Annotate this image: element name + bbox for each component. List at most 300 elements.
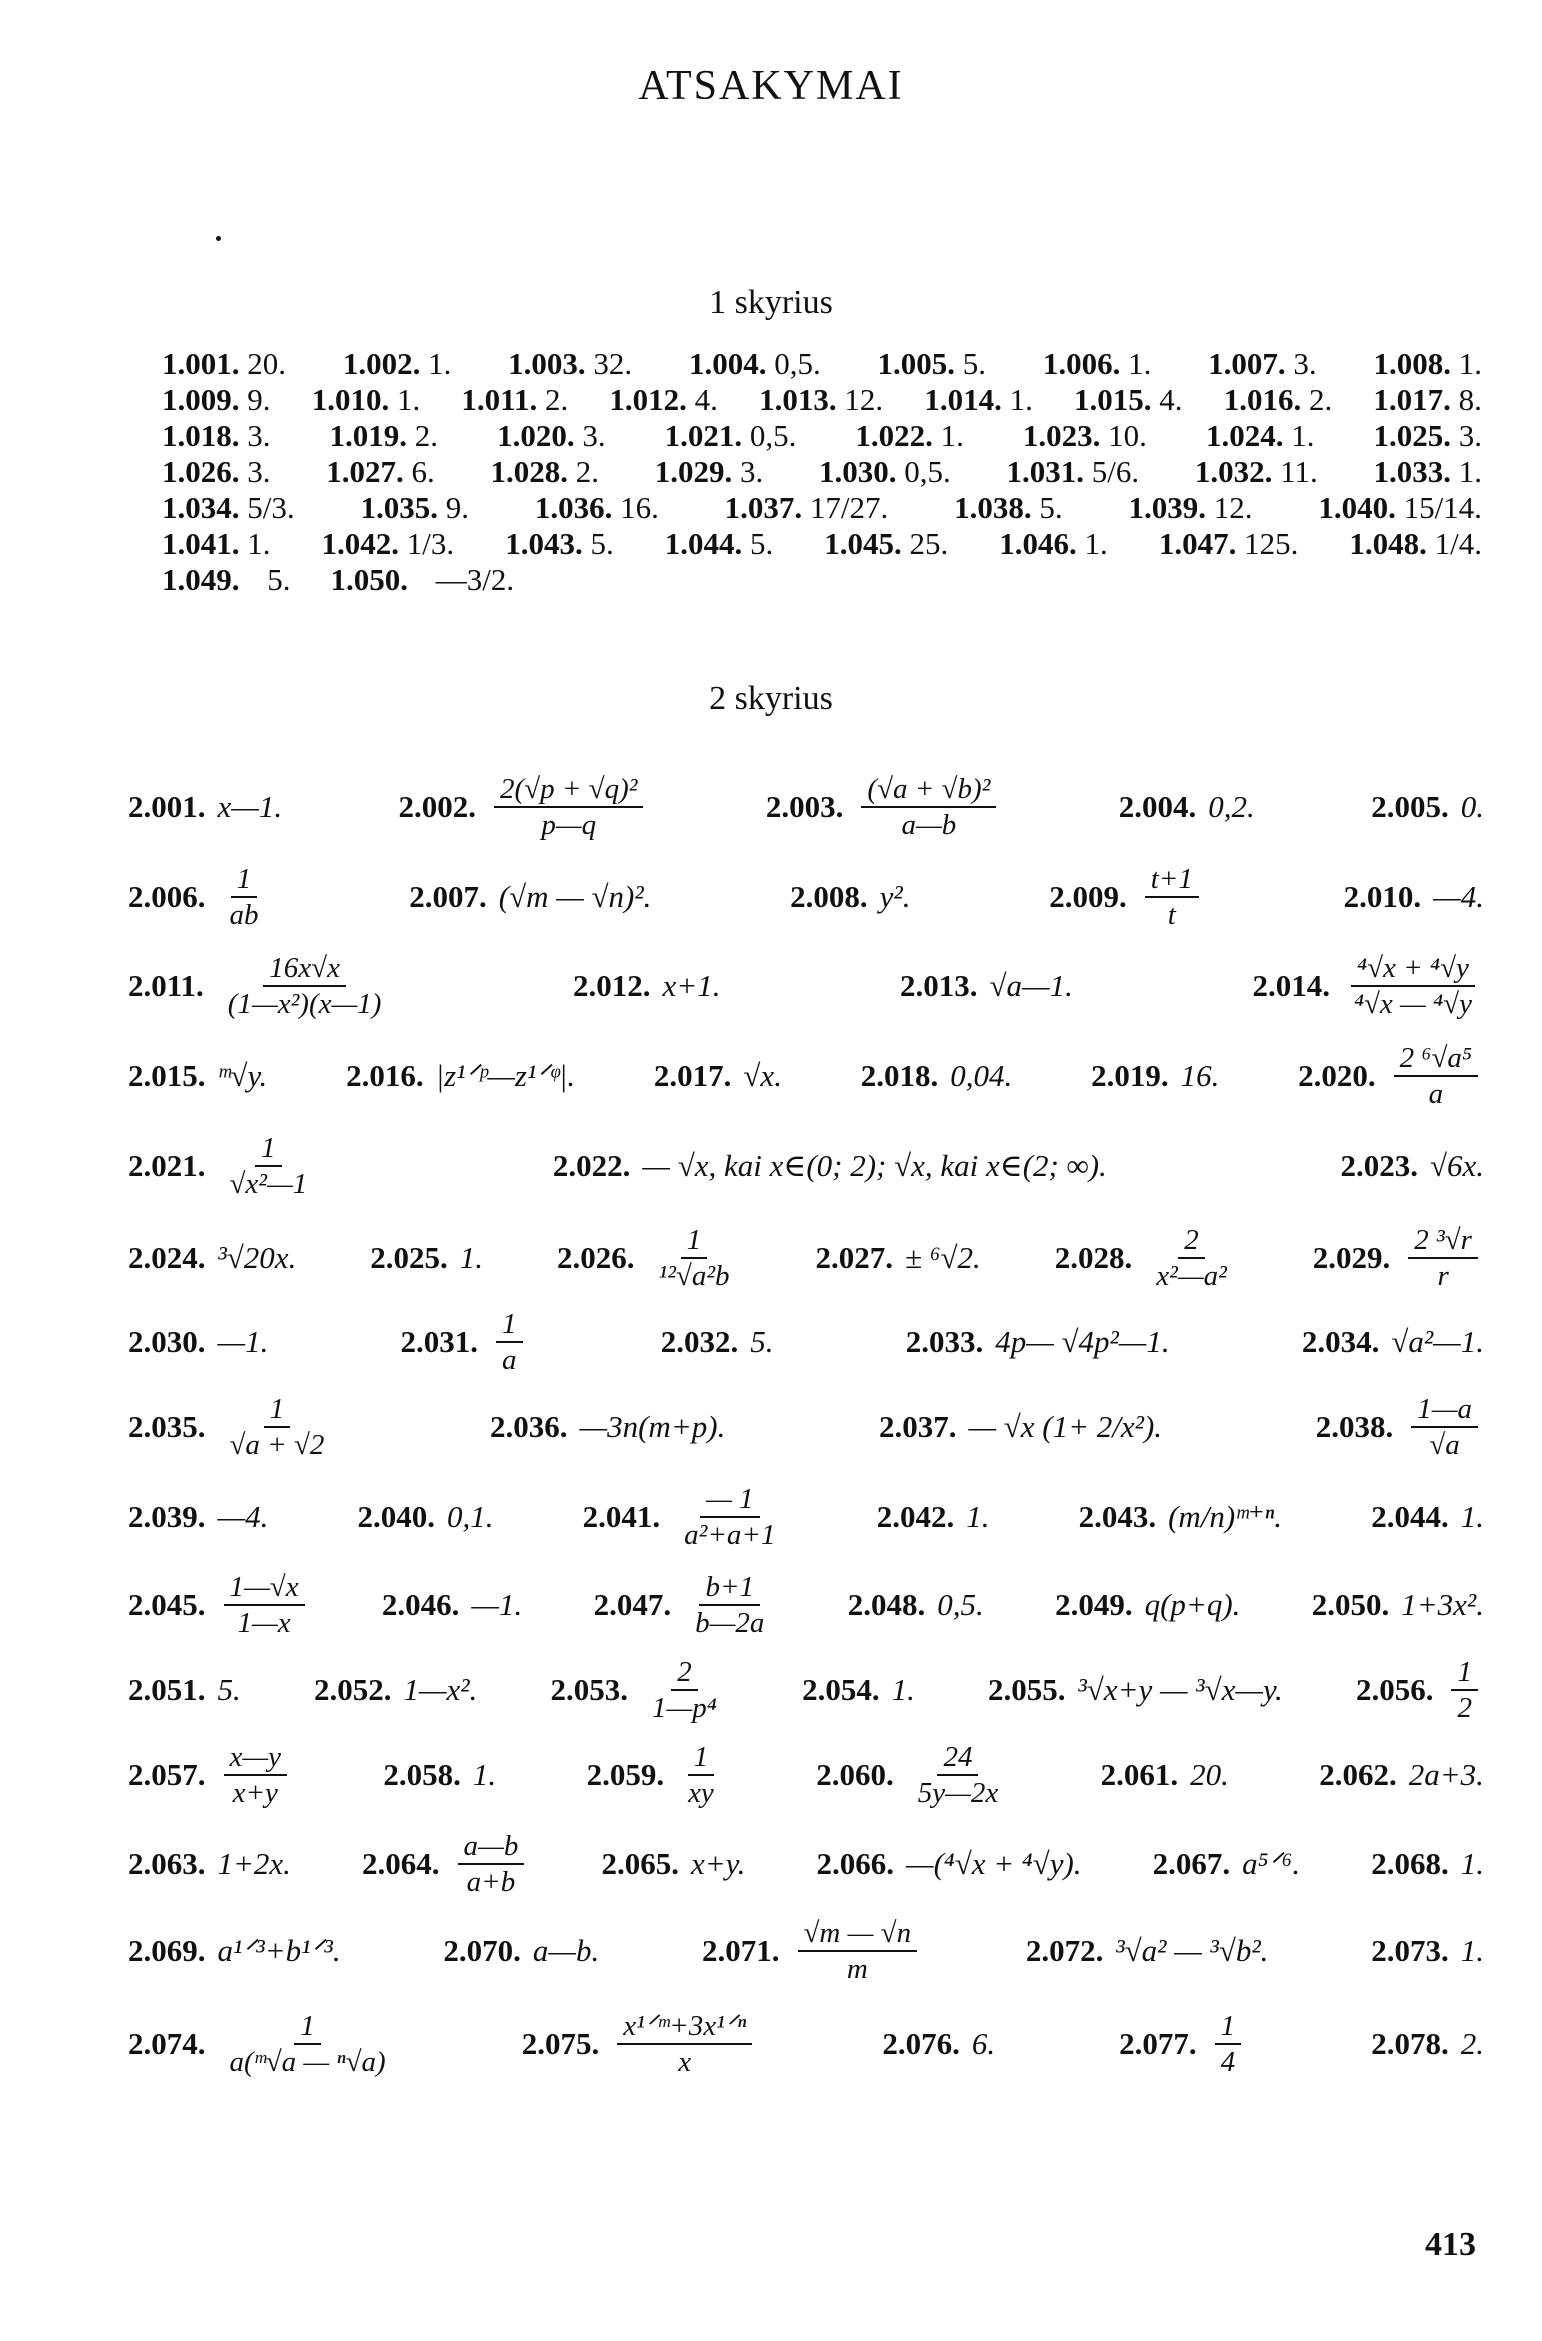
exercise-number: 1.008. <box>1373 346 1451 381</box>
answer-value: 20. <box>1190 1757 1229 1792</box>
exercise-number: 2.046. <box>381 1587 460 1622</box>
answer-value: —3/2. <box>428 562 515 597</box>
exercise-number: 2.041. <box>582 1499 661 1534</box>
answer-entry <box>491 454 600 490</box>
answer-value: 3. <box>1450 418 1482 453</box>
answer-entry <box>490 1409 725 1445</box>
exercise-number: 1.017. <box>1373 382 1451 417</box>
denominator: a²+a+1 <box>684 1519 776 1551</box>
answer-entry <box>128 1499 268 1535</box>
answer-entry <box>802 1672 915 1708</box>
exercise-number: 1.035. <box>360 490 438 525</box>
answer-entry <box>924 382 1033 418</box>
exercise-number: 2.066. <box>816 1846 895 1881</box>
answer-value: 0,5. <box>937 1587 984 1622</box>
section-1-answers <box>162 346 1482 598</box>
denominator: (1—x²)(x—1) <box>227 988 382 1020</box>
denominator: t <box>1167 899 1176 931</box>
answer-value: 16. <box>1180 1058 1220 1093</box>
exercise-number: 2.029. <box>1312 1240 1391 1275</box>
answer-value: 2. <box>407 418 439 453</box>
answer-entry <box>128 1570 311 1640</box>
answer-entry <box>1371 789 1484 825</box>
answer-entry <box>689 346 821 382</box>
answer-entry <box>1313 1223 1484 1293</box>
answer-row <box>128 760 1484 854</box>
exercise-number: 2.031. <box>400 1324 479 1359</box>
answer-value: 1+3x². <box>1401 1587 1484 1622</box>
denominator: ab <box>229 899 259 931</box>
answer-value: 1/4. <box>1426 526 1482 561</box>
exercise-number: 1.050. <box>330 562 408 597</box>
answer-value: √x. <box>743 1058 782 1093</box>
answer-value: 2a+3. <box>1408 1757 1484 1792</box>
exercise-number: 2.005. <box>1371 789 1449 824</box>
fraction <box>682 1740 720 1810</box>
answer-value: ± ⁶√2. <box>904 1240 981 1275</box>
answer-value: 1. <box>239 526 271 561</box>
section-2-title: 2 skyrius <box>709 680 833 717</box>
answer-value: 4. <box>1151 382 1183 417</box>
exercise-number: 1.049. <box>162 562 240 597</box>
exercise-number: 1.018. <box>162 418 240 453</box>
answer-entry <box>877 1499 990 1535</box>
exercise-number: 1.009. <box>162 382 240 417</box>
answer-value: 5. <box>955 346 986 381</box>
answer-value: 25. <box>901 526 949 561</box>
exercise-number: 1.042. <box>321 526 400 561</box>
answer-value: 1—x². <box>403 1672 478 1707</box>
answer-entry <box>815 1240 980 1276</box>
answer-entry <box>1026 1933 1269 1969</box>
denominator: √a <box>1429 1429 1460 1461</box>
answer-row <box>128 1212 1484 1304</box>
answer-value: 2. <box>568 454 599 489</box>
exercise-number: 1.039. <box>1128 490 1206 525</box>
fraction <box>222 951 388 1021</box>
answer-entry <box>609 382 718 418</box>
denominator: ⁴√x — ⁴√y <box>1353 988 1472 1020</box>
exercise-number: 2.011. <box>128 968 204 1003</box>
exercise-number: 2.007. <box>409 879 487 914</box>
answer-value: 1. <box>1283 418 1315 453</box>
answer-value: —(⁴√x + ⁴√y). <box>906 1846 1082 1881</box>
exercise-number: 2.053. <box>550 1672 628 1707</box>
fraction <box>224 2009 392 2079</box>
answer-entry <box>331 562 535 598</box>
denominator: r <box>1437 1260 1449 1292</box>
answer-entry <box>1079 1499 1282 1535</box>
numerator: 24 <box>937 1740 978 1776</box>
exercise-number: 2.021. <box>128 1148 206 1183</box>
exercise-number: 2.010. <box>1343 879 1422 914</box>
answer-value: 0,5. <box>742 418 797 453</box>
exercise-number: 1.003. <box>508 346 586 381</box>
answer-value: 1. <box>420 346 452 381</box>
answer-entry <box>553 1148 1107 1184</box>
stray-dot <box>216 236 221 241</box>
answer-entry <box>882 2026 995 2062</box>
fraction <box>1394 1041 1478 1111</box>
exercise-number: 1.026. <box>162 454 240 489</box>
answer-entry <box>654 1058 782 1094</box>
answer-entry <box>1007 454 1140 490</box>
answer-line <box>162 454 1482 490</box>
answer-entry <box>878 346 987 382</box>
answer-entry <box>505 526 614 562</box>
answer-entry <box>312 382 421 418</box>
answer-entry <box>557 1223 742 1293</box>
denominator: b—2a <box>695 1607 765 1639</box>
exercise-number: 1.028. <box>490 454 568 489</box>
exercise-number: 2.019. <box>1091 1058 1169 1093</box>
exercise-number: 1.001. <box>162 346 240 381</box>
answer-value: 17/27. <box>802 490 889 525</box>
answer-entry <box>1371 1499 1484 1535</box>
answer-entry <box>848 1587 984 1623</box>
answer-value: a⁵ᐟ⁶. <box>1242 1846 1301 1881</box>
answer-value: 3. <box>1285 346 1317 381</box>
exercise-number: 2.034. <box>1301 1324 1380 1359</box>
exercise-number: 2.037. <box>878 1409 957 1444</box>
exercise-number: 2.054. <box>802 1672 880 1707</box>
answer-value: 20. <box>239 346 286 381</box>
answer-value: 1. <box>1460 1933 1484 1968</box>
answer-entry <box>1252 951 1484 1021</box>
answer-entry <box>1316 1392 1484 1462</box>
answer-value: 1. <box>1460 1499 1484 1534</box>
answer-entry <box>601 1846 745 1882</box>
answer-entry <box>1055 1223 1239 1293</box>
exercise-number: 2.047. <box>593 1587 672 1622</box>
answer-value: √6x. <box>1429 1148 1484 1183</box>
answer-value: 2. <box>537 382 569 417</box>
numerator: 1 <box>496 1307 523 1343</box>
exercise-number: 2.052. <box>313 1672 392 1707</box>
answer-value: √a²—1. <box>1391 1324 1484 1359</box>
fraction <box>494 772 643 842</box>
answer-value: —4. <box>217 1499 269 1534</box>
numerator: 1 <box>688 1740 715 1776</box>
answer-entry <box>128 2009 398 2079</box>
exercise-number: 1.046. <box>999 526 1077 561</box>
exercise-number: 2.013. <box>900 968 978 1003</box>
answer-entry <box>587 1740 726 1810</box>
fraction <box>496 1307 523 1377</box>
denominator: x <box>678 2046 692 2078</box>
answer-value: 3. <box>732 454 764 489</box>
answer-value: x—1. <box>217 789 283 824</box>
exercise-number: 1.030. <box>819 454 897 489</box>
answer-value: 32. <box>585 346 633 381</box>
denominator: 1—x <box>237 1607 291 1639</box>
exercise-number: 1.040. <box>1318 490 1396 525</box>
answer-value: 1. <box>932 418 964 453</box>
answer-entry <box>1349 526 1482 562</box>
exercise-number: 2.065. <box>601 1846 679 1881</box>
exercise-number: 2.039. <box>128 1499 206 1534</box>
answer-entry <box>128 862 271 932</box>
answer-entry <box>443 1933 599 1969</box>
answer-row <box>128 1474 1484 1560</box>
answer-value: 9. <box>239 382 271 417</box>
exercise-number: 2.012. <box>573 968 651 1003</box>
answer-value: — √x (1+ 2/x²). <box>968 1409 1163 1444</box>
exercise-number: 1.016. <box>1223 382 1302 417</box>
denominator: m <box>846 1953 868 1985</box>
answer-value: — √x, kai x∈(0; 2); √x, kai x∈(2; ∞). <box>642 1148 1107 1183</box>
numerator: 2 ⁶√a⁵ <box>1394 1041 1478 1077</box>
answer-value: —1. <box>217 1324 269 1359</box>
answer-value: 1. <box>1076 526 1108 561</box>
exercise-number: 2.014. <box>1252 968 1330 1003</box>
answer-entry <box>999 526 1108 562</box>
exercise-number: 1.043. <box>505 526 583 561</box>
answer-entry <box>461 382 568 418</box>
numerator: 1 <box>1215 2009 1242 2045</box>
answer-entry <box>382 1587 522 1623</box>
exercise-number: 1.029. <box>654 454 733 489</box>
answer-entry <box>399 772 650 842</box>
answer-value: (√m — √n)². <box>498 879 652 914</box>
exercise-number: 1.024. <box>1205 418 1284 453</box>
answer-entry <box>1074 382 1183 418</box>
exercise-number: 2.004. <box>1118 789 1197 824</box>
exercise-number: 2.075. <box>521 2026 600 2061</box>
answer-row <box>128 1994 1484 2094</box>
answer-value: 0,5. <box>896 454 951 489</box>
answer-entry <box>1195 454 1318 490</box>
answer-value: 5/6. <box>1084 454 1140 489</box>
answer-entry <box>665 526 774 562</box>
answer-entry <box>1159 526 1299 562</box>
exercise-number: 2.040. <box>357 1499 435 1534</box>
answer-entry <box>497 418 606 454</box>
exercise-number: 2.059. <box>586 1757 665 1792</box>
answer-entry <box>162 346 286 382</box>
answer-row <box>128 1304 1484 1380</box>
exercise-number: 1.038. <box>954 490 1032 525</box>
answer-value: 1. <box>1460 1846 1484 1881</box>
exercise-number: 2.078. <box>1371 2026 1449 2061</box>
answer-value: ³√a² — ³√b². <box>1115 1933 1269 1968</box>
fraction <box>861 772 996 842</box>
fraction <box>617 2009 752 2079</box>
answer-value: 6. <box>971 2026 996 2061</box>
numerator: 1 <box>681 1223 708 1259</box>
fraction <box>224 862 265 932</box>
answer-entry <box>900 968 1073 1004</box>
exercise-number: 2.062. <box>1319 1757 1397 1792</box>
answer-value: 125. <box>1236 526 1299 561</box>
denominator: 4 <box>1220 2046 1236 2078</box>
answer-value: 5. <box>742 526 774 561</box>
answer-entry <box>1356 1655 1484 1725</box>
exercise-number: 2.064. <box>362 1846 440 1881</box>
fraction <box>646 1655 723 1725</box>
answer-entry <box>1298 1041 1484 1111</box>
answer-entry <box>128 1058 267 1094</box>
answer-entry <box>1371 2026 1484 2062</box>
answer-row <box>128 1820 1484 1908</box>
answer-value: 4. <box>686 382 718 417</box>
exercise-number: 1.025. <box>1373 418 1451 453</box>
answer-value: 1. <box>1450 346 1482 381</box>
answer-entry <box>1049 862 1205 932</box>
fraction <box>912 1740 1005 1810</box>
numerator: 1 <box>231 862 258 898</box>
exercise-number: 1.015. <box>1074 382 1152 417</box>
answer-value: 1. <box>966 1499 990 1534</box>
answer-entry <box>1208 346 1317 382</box>
answer-entry <box>1023 418 1147 454</box>
answer-entry <box>128 1933 341 1969</box>
answer-entry <box>360 490 469 526</box>
answer-entry <box>128 1324 268 1360</box>
answer-entry <box>573 968 720 1004</box>
answer-entry <box>1128 490 1252 526</box>
numerator: 1 <box>264 1392 291 1428</box>
answer-entry <box>370 1240 483 1276</box>
denominator: √x²—1 <box>229 1168 308 1200</box>
answer-entry <box>819 454 951 490</box>
answer-entry <box>954 490 1063 526</box>
fraction <box>224 1570 305 1640</box>
exercise-number: 2.033. <box>905 1324 984 1359</box>
exercise-number: 2.044. <box>1371 1499 1449 1534</box>
answer-entry <box>362 1829 530 1899</box>
fraction <box>798 1916 918 1986</box>
exercise-number: 2.058. <box>383 1757 461 1792</box>
exercise-number: 2.071. <box>702 1933 780 1968</box>
exercise-number: 1.034. <box>162 490 240 525</box>
denominator: 1—p⁴ <box>652 1692 717 1724</box>
answer-entry <box>1101 1757 1229 1793</box>
fraction <box>224 1131 314 1201</box>
exercise-number: 1.047. <box>1158 526 1237 561</box>
answer-value: x+1. <box>662 968 721 1003</box>
answer-entry <box>508 346 632 382</box>
exercise-number: 2.060. <box>816 1757 894 1792</box>
answer-entry <box>1224 382 1333 418</box>
answer-entry <box>1373 382 1482 418</box>
answer-value: ᵐ√y. <box>217 1058 268 1093</box>
exercise-number: 2.009. <box>1049 879 1127 914</box>
answer-value: 16. <box>612 490 659 525</box>
answer-row <box>128 1120 1484 1212</box>
answer-row <box>128 1908 1484 1994</box>
answer-entry <box>861 1058 1013 1094</box>
answer-value: y². <box>879 879 911 914</box>
exercise-number: 2.024. <box>128 1240 206 1275</box>
exercise-number: 1.010. <box>311 382 390 417</box>
answer-row <box>128 1032 1484 1120</box>
answer-line <box>162 382 1482 418</box>
exercise-number: 2.018. <box>860 1058 939 1093</box>
fraction <box>653 1223 736 1293</box>
answer-line <box>162 526 1482 562</box>
answer-entry <box>1344 879 1484 915</box>
exercise-number: 1.002. <box>342 346 421 381</box>
numerator: ⁴√x + ⁴√y <box>1351 951 1475 987</box>
answer-value: 1. <box>472 1757 497 1792</box>
answer-entry <box>1373 454 1482 490</box>
answer-entry <box>1119 2009 1247 2079</box>
denominator: p—q <box>541 809 597 841</box>
answer-row <box>128 940 1484 1032</box>
answer-entry <box>1373 346 1482 382</box>
answer-value: 5. <box>217 1672 241 1707</box>
fraction <box>1215 2009 1242 2079</box>
answer-row <box>128 1560 1484 1650</box>
answer-value: ³√20x. <box>217 1240 297 1275</box>
answer-row <box>128 1650 1484 1730</box>
exercise-number: 1.011. <box>461 382 538 417</box>
answer-entry <box>551 1655 729 1725</box>
fraction <box>458 1829 525 1899</box>
answer-value: 1/3. <box>399 526 455 561</box>
answer-line <box>162 562 1482 598</box>
fraction <box>1150 1223 1233 1293</box>
exercise-number: 1.041. <box>162 526 240 561</box>
answer-entry <box>409 879 651 915</box>
answer-entry <box>817 1846 1082 1882</box>
answer-entry <box>1043 346 1152 382</box>
denominator: a(ᵐ√a — ⁿ√a) <box>229 2046 386 2078</box>
answer-value: 6. <box>403 454 435 489</box>
exercise-number: 1.027. <box>326 454 404 489</box>
answer-entry <box>346 1058 575 1094</box>
answer-entry <box>1055 1587 1240 1623</box>
fraction <box>1408 1223 1478 1293</box>
numerator: 1 <box>1451 1655 1478 1691</box>
section-1-title: 1 skyrius <box>709 284 833 321</box>
answer-value: —3n(m+p). <box>579 1409 726 1444</box>
answer-entry <box>655 454 764 490</box>
answer-value: 0,2. <box>1208 789 1255 824</box>
exercise-number: 2.020. <box>1298 1058 1376 1093</box>
answer-entry <box>665 418 797 454</box>
exercise-number: 1.033. <box>1373 454 1451 489</box>
numerator: 1—a <box>1411 1392 1478 1428</box>
fraction <box>689 1570 770 1640</box>
answer-value: 5/3. <box>239 490 295 525</box>
answer-value: ³√x+y — ³√x—y. <box>1077 1672 1283 1707</box>
numerator: 1 <box>294 2009 321 2045</box>
exercise-number: 1.037. <box>724 490 803 525</box>
answer-row <box>128 1730 1484 1820</box>
answer-value: 4p— √4p²—1. <box>995 1324 1170 1359</box>
exercise-number: 2.023. <box>1340 1148 1418 1183</box>
answer-entry <box>766 772 1002 842</box>
answer-value: 10. <box>1100 418 1147 453</box>
exercise-number: 2.056. <box>1355 1672 1434 1707</box>
answer-entry <box>1319 1757 1484 1793</box>
exercise-number: 2.042. <box>876 1499 955 1534</box>
answer-value: 1. <box>1450 454 1482 489</box>
answer-value: 1. <box>459 1240 484 1275</box>
exercise-number: 2.032. <box>660 1324 739 1359</box>
answer-entry <box>759 382 883 418</box>
answer-entry <box>128 1240 296 1276</box>
exercise-number: 1.036. <box>534 490 613 525</box>
answer-entry <box>1206 418 1315 454</box>
numerator: b+1 <box>699 1570 760 1606</box>
answer-entry <box>661 1324 774 1360</box>
answer-value: a—b. <box>532 1933 600 1968</box>
answer-line <box>162 346 1482 382</box>
denominator: 2 <box>1457 1692 1472 1724</box>
